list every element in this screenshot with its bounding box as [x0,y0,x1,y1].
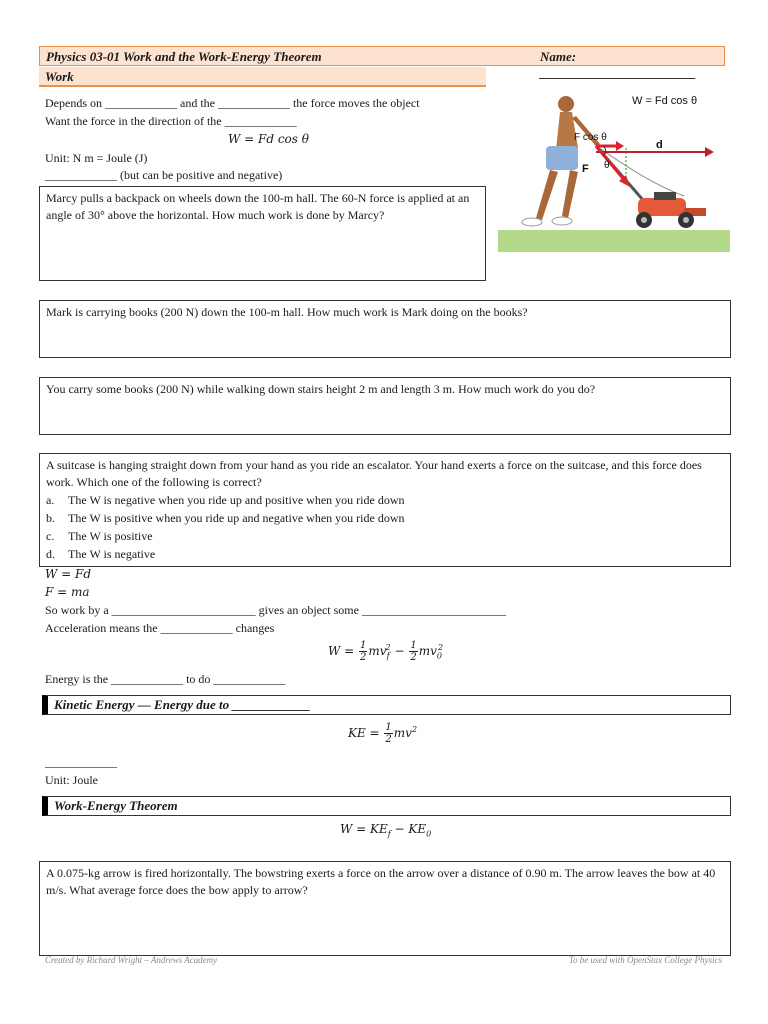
fcos-label: F cos θ [574,132,607,143]
question-box-mark[interactable] [39,300,731,358]
work-energy-bar [42,796,731,816]
question-box-suitcase[interactable] [39,453,731,567]
energy-definition: Energy is the ____________ to do ____________ [45,672,286,686]
work-heading: Work [45,69,74,84]
eq-w-fd: W = Fd [45,567,92,581]
kinetic-energy-unit: Unit: Joule [45,773,98,787]
question-suitcase-stem: A suitcase is hanging straight down from your hand as you ride an escalator. Your hand exerts a force on the suitcase, and this force does work. Which one of the following is correct? [46,458,702,489]
shoe-back [522,218,542,226]
d-label: d [656,139,663,151]
kinetic-energy-bar [42,695,731,715]
work-sign-note: ____________ (but can be positive and negative) [45,168,283,182]
work-formula: W = Fd cos θ [228,132,309,146]
eq-work-kinetic: W = $\frac{1}{2}$ $mv_f^2$ − $\frac{1}{2}$ $mv_0^2$ [328,640,444,663]
work-direction-line: Want the force in the direction of the ____________ [45,114,297,128]
option-c[interactable]: c. The W is positive [46,529,153,543]
person-shorts [546,146,578,170]
question-box-marcy[interactable] [39,186,486,281]
work-energy-heading: Work-Energy Theorem [54,798,178,813]
question-marcy: Marcy pulls a backpack on wheels down the 100-m hall. The 60-N force is applied at an angle of 30° above the horizontal. How much work is done by Marcy? [46,191,470,222]
shoe-front [552,217,572,225]
suitcase-options [46,491,405,563]
person-leg-back [536,170,558,220]
footer-credit: Created by Richard Wright – Andrews Academy [45,955,218,965]
f-label: F [582,163,589,175]
worksheet-title: Physics 03-01 Work and the Work-Energy Theorem [46,49,322,64]
option-d[interactable]: d. The W is negative [46,547,156,561]
question-stairs: You carry some books (200 N) while walking down stairs height 2 m and length 3 m. How much work do you do? [46,382,596,396]
derivation-line-accel: Acceleration means the ____________ changes [45,621,275,635]
theta-label: θ [604,160,610,171]
eq-work-energy: $W = KE_f - KE_0$ [340,822,432,839]
mower-engine [654,192,676,200]
person-head [558,96,574,112]
eq-f-ma: F = ma [45,585,90,599]
work-depends-line: Depends on ____________ and the ____________ the force moves the object [45,96,420,110]
option-a[interactable]: a. The W is negative when you ride up and positive when you ride down [46,493,405,507]
question-arrow: A 0.075-kg arrow is fired horizontally. The bowstring exerts a force on the arrow over a distance of 0.90 m. The arrow leaves the bow at 40 m/s. What average force does the bow apply to arrow? [46,866,716,897]
work-heading-bar [39,67,486,87]
derivation-line-work: So work by a ________________________ gives an object some ________________________ [45,603,506,617]
eq-kinetic-energy: KE = $\frac{1}{2}$ $mv^2$ [348,722,418,745]
lawnmower-illustration [498,88,730,252]
kinetic-energy-blank: ____________ [45,755,117,769]
work-unit: Unit: N m = Joule (J) [45,151,148,165]
option-b[interactable]: b. The W is positive when you ride up and negative when you ride down [46,511,405,525]
name-field[interactable]: Name: ________________________ [540,49,696,80]
lawnmower-figure [498,88,730,252]
question-box-arrow[interactable] [39,861,731,956]
footer-source: To be used with OpenStax College Physics [568,955,722,965]
grass [498,230,730,252]
question-mark: Mark is carrying books (200 N) down the 100-m hall. How much work is Mark doing on the books? [46,305,528,319]
title-bar [39,46,725,80]
figure-formula: W = Fd cos θ [632,95,698,107]
question-box-stairs[interactable] [39,377,731,435]
kinetic-energy-heading: Kinetic Energy — Energy due to ____________ [54,697,311,712]
person-leg-front [562,170,578,218]
